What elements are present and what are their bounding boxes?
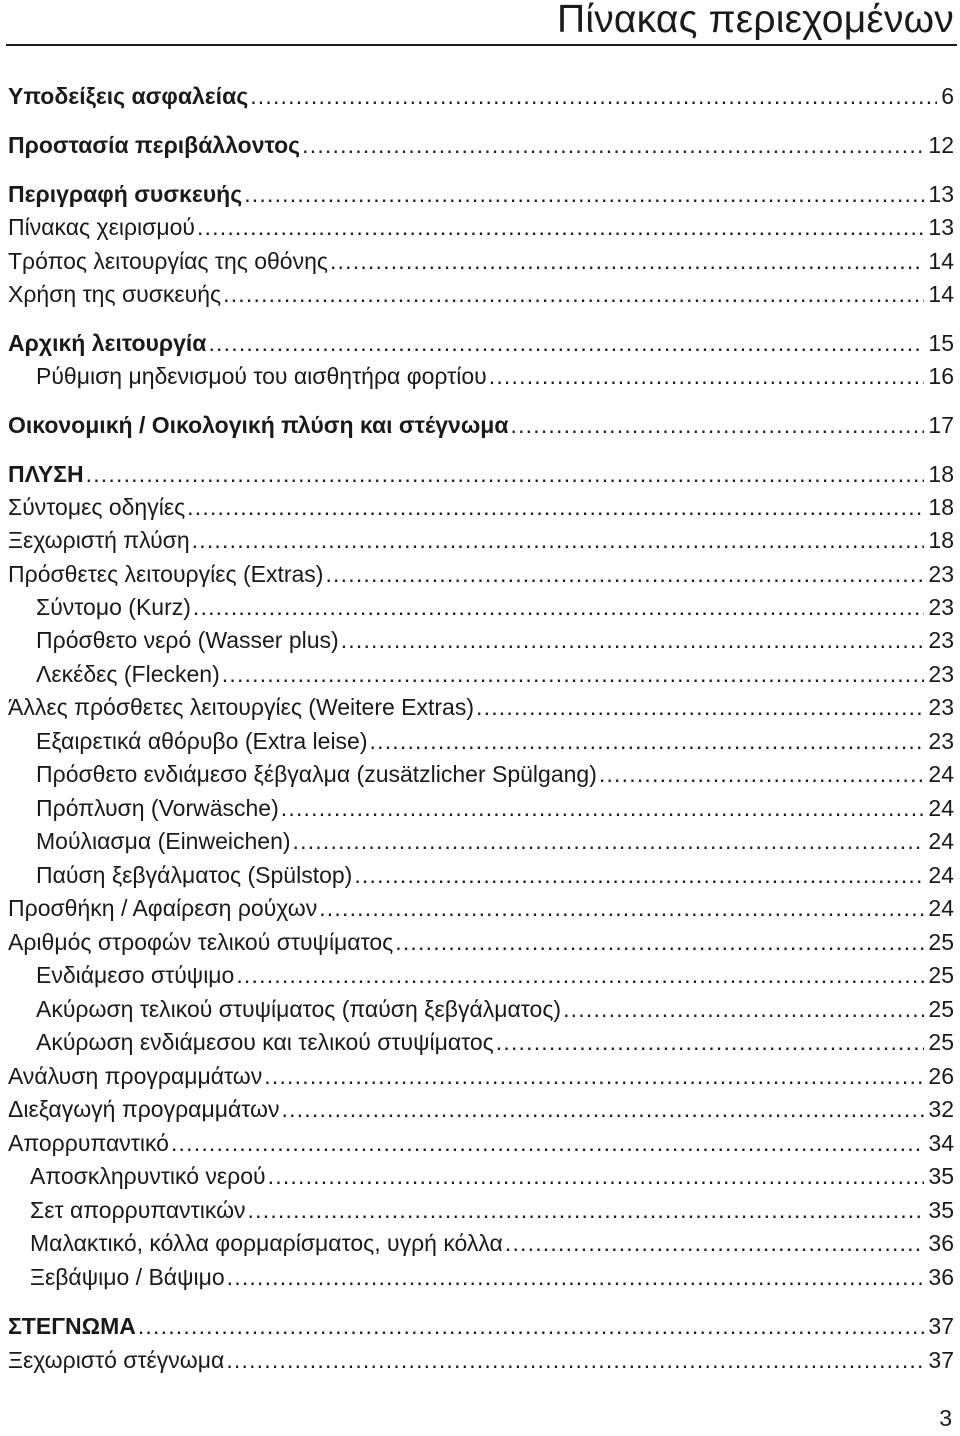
dot-leader [171, 1126, 924, 1160]
toc-entry-label: Απορρυπαντικό [8, 1130, 169, 1156]
dot-leader [197, 210, 924, 244]
toc-entry-page: 23 [928, 661, 954, 687]
toc-entry[interactable] [36, 958, 954, 992]
toc-entry-label: Τρόπος λειτουργίας της οθόνης [8, 248, 328, 274]
dot-leader [281, 791, 925, 825]
dot-leader [268, 1159, 925, 1193]
toc-entry-page: 23 [928, 594, 954, 620]
toc-entry[interactable] [8, 523, 954, 557]
dot-leader [193, 590, 925, 624]
toc-entry-page: 14 [928, 248, 954, 274]
toc-entry-label: Οικονομική / Οικολογική πλύση και στέγνωμα [8, 412, 509, 438]
dot-leader [264, 1059, 924, 1093]
page-number: 3 [939, 1405, 952, 1431]
toc-entry[interactable] [8, 490, 954, 524]
dot-leader [395, 925, 924, 959]
dot-leader [248, 1193, 925, 1227]
toc-entry[interactable] [8, 326, 954, 360]
dot-leader [563, 992, 924, 1026]
toc-entry[interactable] [8, 244, 954, 278]
toc-entry-label: Ακύρωση ενδιάμεσου και τελικού στυψίματος [36, 1029, 494, 1055]
toc-entry[interactable] [8, 128, 954, 162]
toc-entry-label: Υποδείξεις ασφαλείας [8, 83, 249, 109]
toc-entry-page: 24 [928, 761, 954, 787]
toc-entry-label: Πρόσθετες λειτουργίες (Extras) [8, 561, 324, 587]
toc-entry-page: 17 [928, 412, 954, 438]
toc-entry[interactable] [30, 1159, 954, 1193]
toc-entry[interactable] [36, 359, 954, 393]
toc-entry[interactable] [36, 858, 954, 892]
toc-entry-page: 6 [941, 83, 954, 109]
toc-entry-page: 18 [928, 527, 954, 553]
toc-entry[interactable] [36, 724, 954, 758]
dot-leader [476, 690, 924, 724]
toc-entry-page: 24 [928, 862, 954, 888]
toc-entry-label: Ξεχωριστό στέγνωμα [8, 1347, 225, 1373]
toc-entry-label: Σετ απορρυπαντικών [30, 1197, 246, 1223]
dot-leader [236, 958, 924, 992]
toc-entry-label: Σύντομες οδηγίες [8, 494, 186, 520]
toc-entry-label: Λεκέδες (Flecken) [36, 661, 220, 687]
dot-leader [222, 657, 925, 691]
toc-entry-page: 26 [928, 1063, 954, 1089]
toc-entry[interactable] [8, 557, 954, 591]
dot-leader [599, 757, 925, 791]
toc-entry-label: Ανάλυση προγραμμάτων [8, 1063, 263, 1089]
dot-leader [187, 490, 924, 524]
toc-entry-page: 37 [928, 1313, 954, 1339]
toc-entry-page: 15 [928, 330, 954, 356]
toc-entry-page: 35 [928, 1163, 954, 1189]
toc-entry-page: 37 [928, 1347, 954, 1373]
toc-entry[interactable] [8, 79, 954, 113]
toc-entry-page: 18 [928, 461, 954, 487]
toc-entry-page: 36 [928, 1264, 954, 1290]
toc-entry-label: Πρόσθετο νερό (Wasser plus) [36, 627, 339, 653]
dot-leader [293, 824, 925, 858]
toc-entry[interactable] [36, 657, 954, 691]
toc-entry-label: Μούλιασμα (Einweichen) [36, 828, 291, 854]
toc-entry[interactable] [8, 210, 954, 244]
toc-entry-page: 14 [928, 281, 954, 307]
toc-entry-page: 16 [928, 363, 954, 389]
toc-entry-label: Πρόπλυση (Vorwäsche) [36, 795, 279, 821]
dot-leader [510, 408, 924, 442]
toc-entry-label: Χρήση της συσκευής [8, 281, 222, 307]
dot-leader [282, 1092, 925, 1126]
toc-entry[interactable] [8, 177, 954, 211]
toc-entry-label: Ενδιάμεσο στύψιμο [36, 962, 235, 988]
dot-leader [250, 79, 937, 113]
toc-entry-page: 23 [928, 728, 954, 754]
toc-entry-label: Πρόσθετο ενδιάμεσο ξέβγαλμα (zusätzlicher Spülgang) [36, 761, 597, 787]
toc-entry-label: Εξαιρετικά αθόρυβο (Extra leise) [36, 728, 368, 754]
dot-leader [370, 724, 925, 758]
dot-leader [244, 177, 924, 211]
toc-entry-label: Πίνακας χειρισμού [8, 214, 195, 240]
toc-entry[interactable] [8, 1309, 954, 1343]
dot-leader [496, 1025, 925, 1059]
toc-entry[interactable] [8, 1126, 954, 1160]
toc-entry-page: 13 [928, 214, 954, 240]
toc-entry[interactable] [8, 408, 954, 442]
toc-entry[interactable] [8, 457, 954, 491]
toc-entry-page: 24 [928, 895, 954, 921]
toc-entry-label: Άλλες πρόσθετες λειτουργίες (Weitere Extras) [8, 694, 475, 720]
toc-entry-page: 25 [928, 996, 954, 1022]
dot-leader [86, 457, 925, 491]
toc-entry-page: 18 [928, 494, 954, 520]
toc-entry-page: 25 [928, 929, 954, 955]
toc-entry-page: 32 [928, 1096, 954, 1122]
toc-entry-page: 34 [928, 1130, 954, 1156]
toc-entry-label: Μαλακτικό, κόλλα φορμαρίσματος, υγρή κόλλα [30, 1230, 503, 1256]
dot-leader [505, 1226, 925, 1260]
toc-entry[interactable] [36, 992, 954, 1026]
toc-entry[interactable] [36, 824, 954, 858]
toc-entry-label: Ξεχωριστή πλύση [8, 527, 190, 553]
dot-leader [325, 557, 924, 591]
toc-entry-label: ΣΤΕΓΝΩΜΑ [8, 1313, 136, 1339]
toc-entry-page: 25 [928, 962, 954, 988]
toc-entry-page: 24 [928, 828, 954, 854]
toc-entry-page: 25 [928, 1029, 954, 1055]
toc-entry-page: 36 [928, 1230, 954, 1256]
toc-entry-label: Προστασία περιβάλλοντος [8, 132, 301, 158]
toc-entry[interactable] [8, 1059, 954, 1093]
toc-entry-page: 23 [928, 561, 954, 587]
toc-entry-label: ΠΛΥΣΗ [8, 461, 84, 487]
dot-leader [341, 623, 925, 657]
toc-entry-page: 24 [928, 795, 954, 821]
toc-entry[interactable] [30, 1193, 954, 1227]
toc-entry[interactable] [30, 1260, 954, 1294]
dot-leader [138, 1309, 925, 1343]
dot-leader [192, 523, 925, 557]
page-title: Πίνακας περιεχομένων [556, 0, 954, 41]
toc-entry-page: 35 [928, 1197, 954, 1223]
toc-entry-label: Αποσκληρυντικό νερού [30, 1163, 266, 1189]
toc-entry-page: 13 [928, 181, 954, 207]
toc-entry[interactable] [36, 1025, 954, 1059]
toc-entry-label: Αριθμός στροφών τελικού στυψίματος [8, 929, 394, 955]
toc-entry[interactable] [36, 590, 954, 624]
toc-entry-label: Αρχική λειτουργία [8, 330, 207, 356]
toc-entry-label: Σύντομο (Kurz) [36, 594, 191, 620]
dot-leader [208, 326, 924, 360]
dot-leader [489, 359, 925, 393]
toc-entry[interactable] [36, 791, 954, 825]
toc-entry[interactable] [30, 1226, 954, 1260]
dot-leader [319, 891, 924, 925]
toc-entry-label: Προσθήκη / Αφαίρεση ρούχων [8, 895, 318, 921]
toc-entry[interactable] [8, 925, 954, 959]
toc-entry[interactable] [8, 277, 954, 311]
dot-leader [354, 858, 924, 892]
toc-entry[interactable] [36, 757, 954, 791]
toc-entry[interactable] [8, 1092, 954, 1126]
toc-entry-label: Ακύρωση τελικού στυψίματος (παύση ξεβγάλματος) [36, 996, 562, 1022]
toc-entry-label: Παύση ξεβγάλματος (Spülstop) [36, 862, 353, 888]
toc-entry-page: 12 [928, 132, 954, 158]
toc-entry-page: 23 [928, 627, 954, 653]
toc-entry-page: 23 [928, 694, 954, 720]
title-divider [6, 44, 957, 46]
toc-entry-label: Ξεβάψιμο / Βάψιμο [30, 1264, 225, 1290]
toc-entry[interactable] [8, 891, 954, 925]
dot-leader [226, 1343, 924, 1377]
dot-leader [227, 1260, 925, 1294]
toc-entry[interactable] [8, 690, 954, 724]
toc-entry-label: Περιγραφή συσκευής [8, 181, 243, 207]
toc-entry-label: Διεξαγωγή προγραμμάτων [8, 1096, 280, 1122]
dot-leader [302, 128, 924, 162]
toc-entry[interactable] [36, 623, 954, 657]
dot-leader [330, 244, 924, 278]
dot-leader [223, 277, 924, 311]
toc-entry-label: Ρύθμιση μηδενισμού του αισθητήρα φορτίου [36, 363, 487, 389]
toc-entry[interactable] [8, 1343, 954, 1377]
